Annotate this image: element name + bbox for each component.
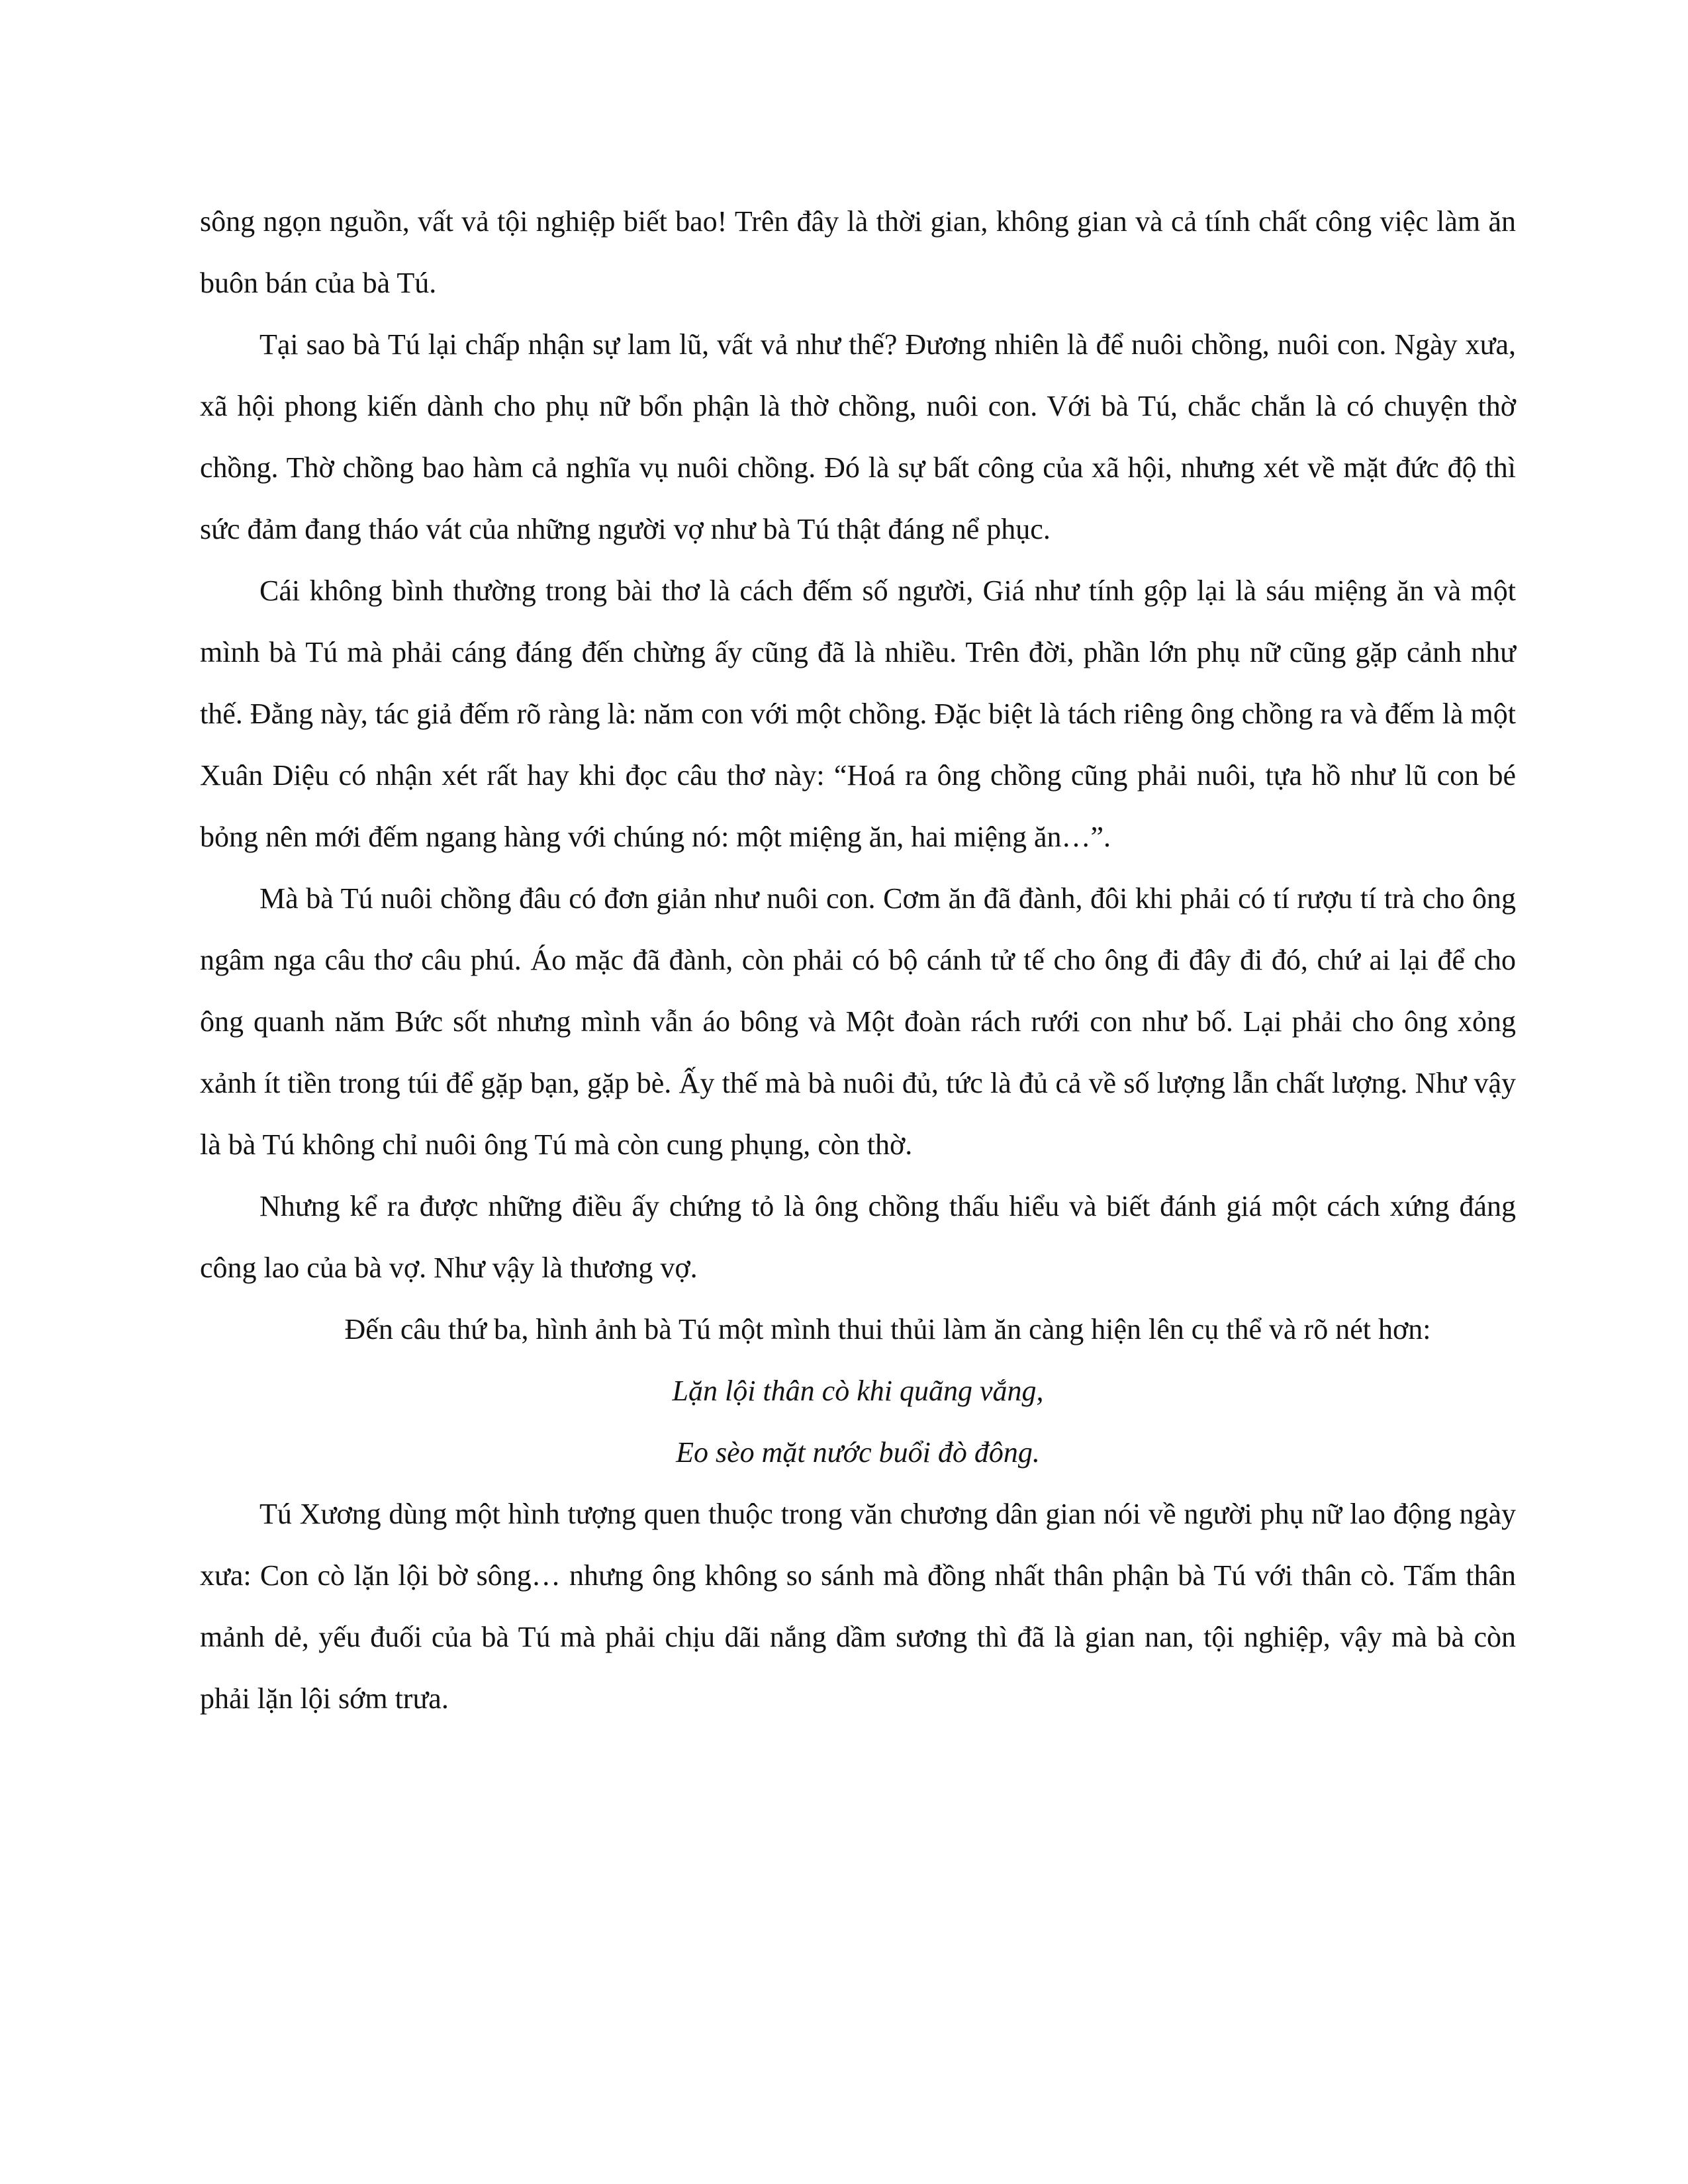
paragraph-continuation: sông ngọn nguồn, vất vả tội nghiệp biết bao! Trên đây là thời gian, không gian và cả tính chất công việc làm ăn buôn bán của bà Tú. <box>200 205 1516 299</box>
paragraph-ma-ba-tu-nuoi-chong: Mà bà Tú nuôi chồng đâu có đơn giản như nuôi con. Cơm ăn đã đành, đôi khi phải có tí rượu tí trà cho ông ngâm nga câu thơ câu phú. Áo mặc đã đành, còn phải có bộ cánh tử tế cho ông đi đây đi đó, chứ ai lại để cho ông quanh năm Bức sốt nhưng mình vẫn áo bông và Một đoàn rách rưới con như bố. Lại phải cho ông xỏng xảnh ít tiền trong túi để gặp bạn, gặp bè. Ấy thế mà bà nuôi đủ, tức là đủ cả về số lượng lẫn chất lượng. Như vậy là bà Tú không chỉ nuôi ông Tú mà còn cung phụng, còn thờ. <box>200 882 1516 1161</box>
paragraph-cai-khong-binh-thuong: Cái không bình thường trong bài thơ là cách đếm số người, Giá như tính gộp lại là sáu miệng ăn và một mình bà Tú mà phải cáng đáng đến chừng ấy cũng đã là nhiều. Trên đời, phần lớn phụ nữ cũng gặp cảnh như thế. Đằng này, tác giả đếm rõ ràng là: năm con với một chồng. Đặc biệt là tách riêng ông chồng ra và đếm là một Xuân Diệu có nhận xét rất hay khi đọc câu thơ này: “Hoá ra ông chồng cũng phải nuôi, tựa hồ như lũ con bé bỏng nên mới đếm ngang hàng với chúng nó: một miệng ăn, hai miệng ăn…”. <box>200 574 1516 853</box>
verse-line-2: Eo sèo mặt nước buổi đò đông. <box>676 1436 1040 1469</box>
paragraph-tai-sao: Tại sao bà Tú lại chấp nhận sự lam lũ, vất vả như thế? Đương nhiên là để nuôi chồng, nuôi con. Ngày xưa, xã hội phong kiến dành cho phụ nữ bổn phận là thờ chồng, nuôi con. Với bà Tú, chắc chắn là có chuyện thờ chồng. Thờ chồng bao hàm cả nghĩa vụ nuôi chồng. Đó là sự bất công của xã hội, nhưng xét về mặt đức độ thì sức đảm đang tháo vát của những người vợ như bà Tú thật đáng nể phục. <box>200 328 1516 545</box>
paragraph-den-cau-thu-ba: Đến câu thứ ba, hình ảnh bà Tú một mình thui thủi làm ăn càng hiện lên cụ thể và rõ nét hơn: <box>344 1313 1431 1345</box>
paragraph-tu-xuong-dung: Tú Xương dùng một hình tượng quen thuộc trong văn chương dân gian nói về người phụ nữ lao động ngày xưa: Con cò lặn lội bờ sông… nhưng ông không so sánh mà đồng nhất thân phận bà Tú với thân cò. Tấm thân mảnh dẻ, yếu đuối của bà Tú mà phải chịu dãi nắng dầm sương thì đã là gian nan, tội nghiệp, vậy mà bà còn phải lặn lội sớm trưa. <box>200 1498 1516 1715</box>
paragraph-nhung-ke-ra: Nhưng kể ra được những điều ấy chứng tỏ là ông chồng thấu hiểu và biết đánh giá một cách xứng đáng công lao của bà vợ. Như vậy là thương vợ. <box>200 1190 1516 1284</box>
verse-line-1: Lặn lội thân cò khi quãng vắng, <box>672 1375 1044 1407</box>
